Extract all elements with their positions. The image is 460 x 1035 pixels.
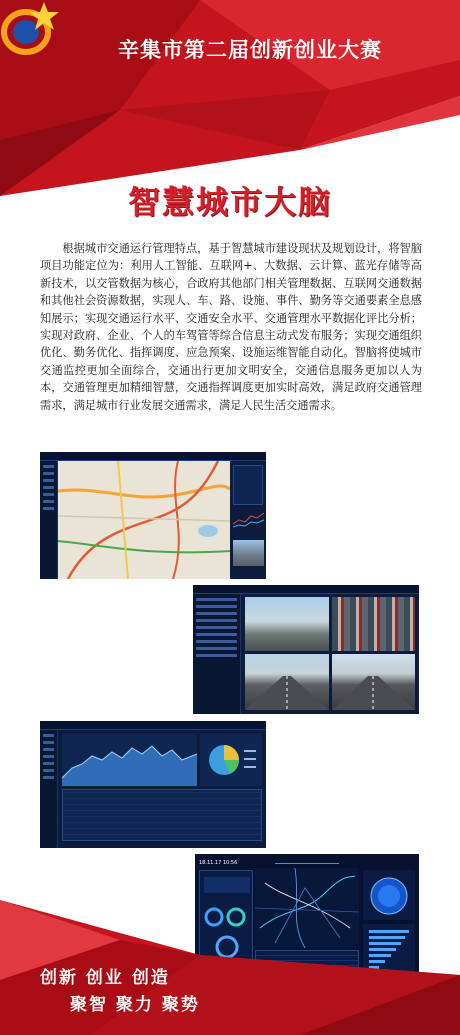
stats-panel <box>233 465 263 505</box>
screen-title-bar <box>275 856 339 864</box>
camera-feed-traffic <box>332 597 415 651</box>
header-background <box>0 0 460 200</box>
dashboard-sidebar <box>40 730 58 848</box>
camera-snapshot <box>233 540 264 566</box>
camera-feed-road-2 <box>332 654 415 710</box>
contest-logo <box>0 0 62 58</box>
page-title: 智慧城市大脑 <box>127 183 332 221</box>
map-dashboard-screenshot <box>40 452 266 579</box>
video-monitor-screenshot <box>193 585 419 714</box>
city-map <box>58 461 230 579</box>
footer-background <box>0 880 460 1035</box>
dashboard-topbar <box>40 452 266 461</box>
traffic-area-chart <box>62 734 197 786</box>
footer-band <box>0 880 460 1035</box>
dashboard-sidebar <box>193 594 241 714</box>
analytics-dashboard-screenshot <box>40 721 266 848</box>
intro-paragraph: 根据城市交通运行管理特点，基于智慧城市建设现状及规划设计，将智脑项目功能定位为：利用人工智能、互联网+、大数据、云计算、蓝光存储等高新技术，以交管数据为核心，合政府其他部门相关管理数据、互联网交通数据和其他社会资源数据，实现人、车、路、设施、事件、勤务等交通要素全息感知展示；实现交通运行水平、交通安全水平、交通管理水平数据化评比分析；实现对政府、企业、个人的车驾管等综合信息主动式发布服务；实现交通组织优化、勤务优化、指挥调度、应急预案、设施运维智能自动化。智脑将使城市交通监控更加全面综合，交通出行更加文明安全，交通信息服务更加以人为本，交通管理更加精细智慧，交通指挥调度更加实时高效，满足政府交通管理需求，满足城市行业发展交通需求，满足人民生活交通需求。 <box>40 242 422 412</box>
event-title: 辛集市第二届创新创业大赛 <box>118 38 382 62</box>
slogan-line-1: 创新 创业 创造 <box>40 968 170 988</box>
statistics-table <box>62 789 262 841</box>
dashboard-sidebar <box>40 461 58 579</box>
trend-line-chart <box>233 508 264 530</box>
dashboard-topbar <box>193 585 419 594</box>
slogan-line-2: 聚智 聚力 聚势 <box>70 995 200 1015</box>
clock-readout: 18.11.17 10:56 <box>199 860 238 866</box>
share-pie-chart <box>200 734 262 786</box>
camera-feed-road-1 <box>245 654 329 710</box>
camera-feed-skyline <box>245 597 329 651</box>
dashboard-topbar <box>40 721 266 730</box>
header-band <box>0 0 460 200</box>
